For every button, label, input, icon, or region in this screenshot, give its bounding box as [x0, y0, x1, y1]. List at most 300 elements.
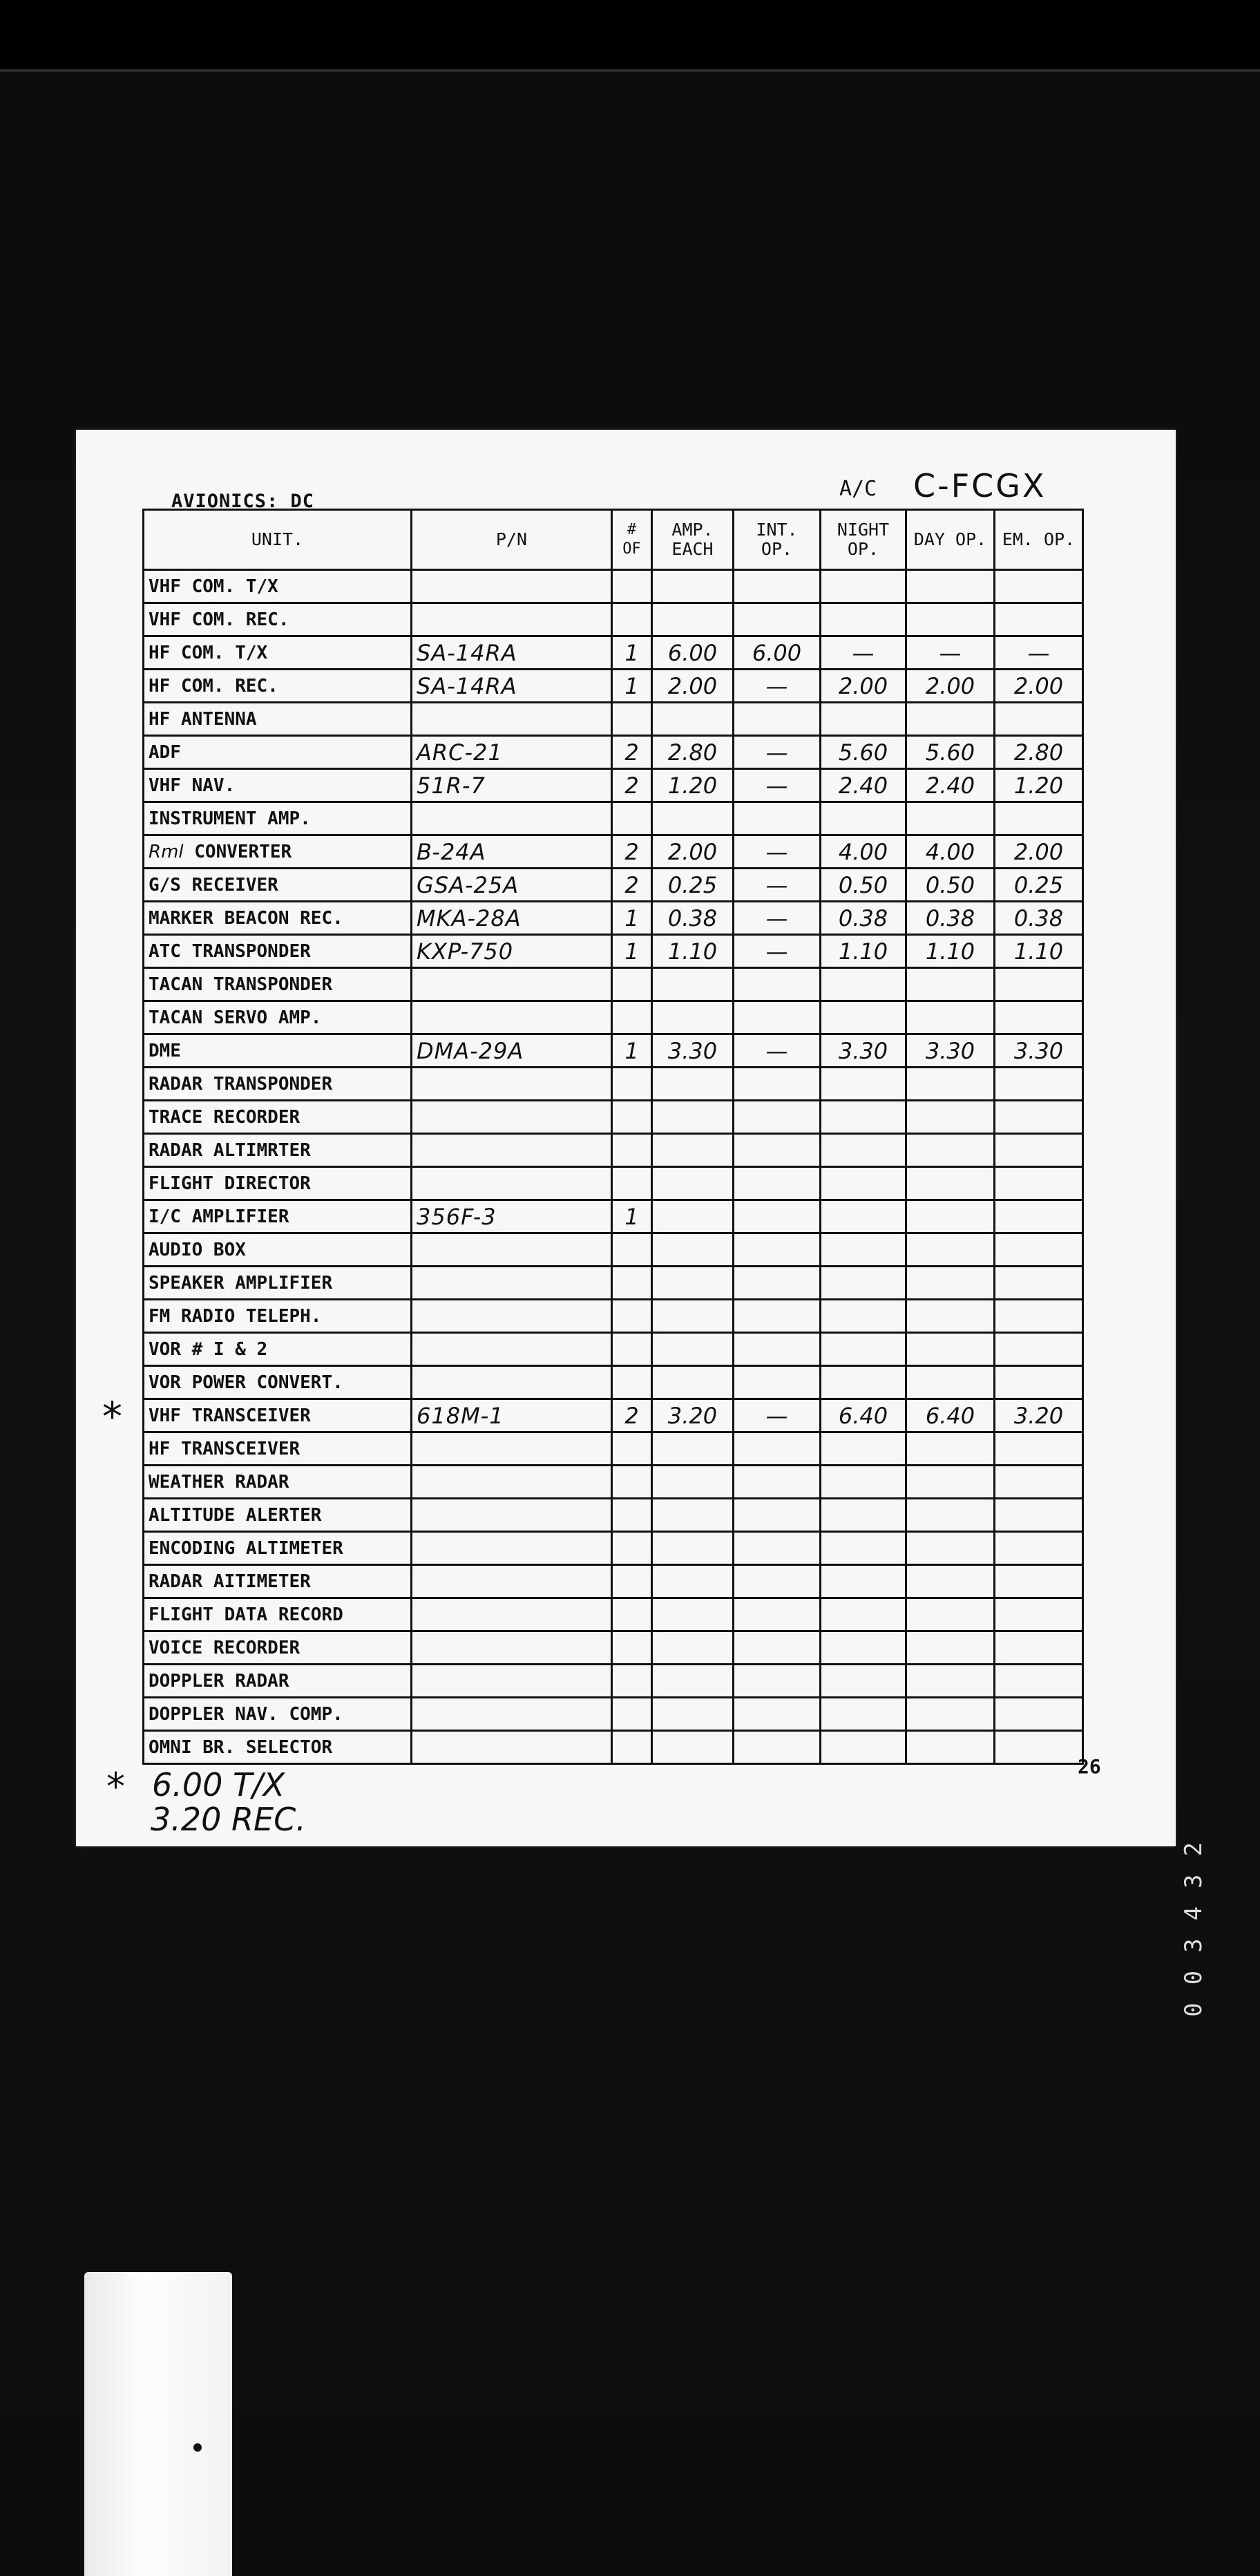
value-cell-em: [995, 1665, 1083, 1698]
unit-cell: [144, 869, 412, 902]
value-cell-int: [734, 1731, 821, 1764]
unit-cell: [144, 1665, 412, 1698]
part-number-cell: [412, 1698, 612, 1731]
table-row: [144, 1532, 1083, 1565]
column-header: DAY OP.: [906, 510, 995, 570]
unit-cell: [144, 1101, 412, 1134]
value-cell-amp: [652, 1300, 734, 1333]
avionics-load-table: [142, 509, 1084, 1765]
unit-cell: [144, 1399, 412, 1432]
part-number-cell: [412, 603, 612, 636]
unit-label: INSTRUMENT AMP.: [149, 808, 311, 829]
value-cell-em: [995, 1333, 1083, 1366]
unit-cell: [144, 1134, 412, 1167]
value-cell-night: [821, 1134, 906, 1167]
unit-cell: [144, 1267, 412, 1300]
part-number-cell: [412, 1631, 612, 1665]
unit-cell: [144, 1200, 412, 1233]
value-cell-amp: 2.00: [652, 670, 734, 703]
value-cell-day: [906, 1466, 995, 1499]
value-cell-night: [821, 1068, 906, 1101]
part-number-cell: [412, 1366, 612, 1399]
part-number-cell: [412, 1731, 612, 1764]
part-number-cell: [412, 1466, 612, 1499]
footnote-asterisk: *: [106, 1765, 125, 1808]
unit-label: OMNI BR. SELECTOR: [149, 1736, 333, 1758]
value-cell-amp: [652, 1200, 734, 1233]
asterisk-mark: *: [102, 1393, 122, 1440]
unit-label: VHF COM. T/X: [149, 576, 278, 597]
value-cell-night: [821, 1366, 906, 1399]
value-cell-em: [995, 570, 1083, 603]
part-number-cell: [412, 1432, 612, 1466]
value-cell-of: [612, 1565, 652, 1598]
value-cell-day: 1.10: [906, 935, 995, 968]
value-cell-night: [821, 1001, 906, 1034]
part-number-cell: [412, 1565, 612, 1598]
part-number-cell: [412, 802, 612, 835]
part-number-cell: [412, 1333, 612, 1366]
value-cell-em: 3.30: [995, 1034, 1083, 1068]
part-number-cell: [412, 1134, 612, 1167]
value-cell-of: 2: [612, 1399, 652, 1432]
value-cell-em: 3.20: [995, 1399, 1083, 1432]
table-row: [144, 1001, 1083, 1034]
value-cell-of: 1: [612, 1200, 652, 1233]
value-cell-of: [612, 1233, 652, 1267]
unit-cell: [144, 636, 412, 670]
value-cell-day: 4.00: [906, 835, 995, 869]
part-number-cell: GSA-25A: [412, 869, 612, 902]
value-cell-int: [734, 1200, 821, 1233]
value-cell-of: 2: [612, 835, 652, 869]
value-cell-em: 0.38: [995, 902, 1083, 935]
value-cell-int: 6.00: [734, 636, 821, 670]
value-cell-amp: [652, 703, 734, 736]
value-cell-of: 1: [612, 935, 652, 968]
value-cell-of: [612, 570, 652, 603]
unit-cell: [144, 1300, 412, 1333]
column-header: P/N: [412, 510, 612, 570]
unit-label: WEATHER RADAR: [149, 1471, 289, 1493]
unit-cell: [144, 1698, 412, 1731]
part-number-cell: MKA-28A: [412, 902, 612, 935]
value-cell-amp: [652, 1366, 734, 1399]
value-cell-of: [612, 603, 652, 636]
value-cell-day: [906, 1366, 995, 1399]
value-cell-int: —: [734, 835, 821, 869]
table-row: [144, 1333, 1083, 1366]
value-cell-night: 3.30: [821, 1034, 906, 1068]
table-row: [144, 769, 1083, 802]
value-cell-amp: [652, 1068, 734, 1101]
part-number-cell: 618M-1: [412, 1399, 612, 1432]
value-cell-night: [821, 1167, 906, 1200]
unit-label: DOPPLER RADAR: [149, 1670, 289, 1692]
value-cell-day: 0.50: [906, 869, 995, 902]
value-cell-em: [995, 1233, 1083, 1267]
value-cell-day: [906, 1432, 995, 1466]
value-cell-em: [995, 1001, 1083, 1034]
value-cell-of: [612, 1366, 652, 1399]
footnote-line-2: 3.20 REC.: [151, 1801, 306, 1838]
value-cell-day: [906, 603, 995, 636]
value-cell-int: [734, 1101, 821, 1134]
value-cell-int: [734, 1167, 821, 1200]
value-cell-of: [612, 1665, 652, 1698]
unit-label: RADAR AITIMETER: [149, 1571, 311, 1592]
value-cell-of: [612, 1300, 652, 1333]
unit-cell: [144, 1366, 412, 1399]
value-cell-int: —: [734, 869, 821, 902]
value-cell-of: [612, 1101, 652, 1134]
part-number-cell: [412, 1499, 612, 1532]
value-cell-of: 2: [612, 769, 652, 802]
value-cell-night: [821, 570, 906, 603]
unit-cell: [144, 968, 412, 1001]
value-cell-em: [995, 1598, 1083, 1631]
value-cell-int: [734, 968, 821, 1001]
value-cell-of: [612, 802, 652, 835]
value-cell-amp: [652, 603, 734, 636]
value-cell-amp: [652, 1134, 734, 1167]
value-cell-of: [612, 703, 652, 736]
table-row: [144, 1598, 1083, 1631]
value-cell-of: [612, 1731, 652, 1764]
value-cell-of: [612, 1466, 652, 1499]
value-cell-night: [821, 1631, 906, 1665]
unit-label: HF TRANSCEIVER: [149, 1438, 300, 1459]
value-cell-em: [995, 1466, 1083, 1499]
unit-cell: [144, 1432, 412, 1466]
table-row: [144, 869, 1083, 902]
value-cell-int: [734, 1698, 821, 1731]
value-cell-int: [734, 1333, 821, 1366]
value-cell-of: [612, 1432, 652, 1466]
unit-cell: [144, 1565, 412, 1598]
value-cell-int: [734, 1233, 821, 1267]
value-cell-em: —: [995, 636, 1083, 670]
value-cell-em: [995, 1731, 1083, 1764]
part-number-cell: KXP-750: [412, 935, 612, 968]
value-cell-int: [734, 570, 821, 603]
table-row: [144, 1399, 1083, 1432]
value-cell-day: [906, 1068, 995, 1101]
value-cell-amp: [652, 1698, 734, 1731]
value-cell-day: [906, 1565, 995, 1598]
value-cell-int: [734, 1565, 821, 1598]
value-cell-em: 2.00: [995, 670, 1083, 703]
unit-label: ATC TRANSPONDER: [149, 940, 311, 962]
value-cell-day: [906, 1532, 995, 1565]
value-cell-day: [906, 1665, 995, 1698]
value-cell-em: [995, 1300, 1083, 1333]
value-cell-of: [612, 1598, 652, 1631]
section-title: AVIONICS: DC: [171, 491, 315, 512]
value-cell-of: [612, 968, 652, 1001]
value-cell-night: 0.38: [821, 902, 906, 935]
value-cell-day: [906, 1300, 995, 1333]
table-row: [144, 802, 1083, 835]
value-cell-amp: [652, 1233, 734, 1267]
unit-cell: [144, 703, 412, 736]
table-row: [144, 1432, 1083, 1466]
part-number-cell: [412, 570, 612, 603]
value-cell-em: [995, 1200, 1083, 1233]
value-cell-day: [906, 1233, 995, 1267]
part-number-cell: [412, 1167, 612, 1200]
value-cell-int: —: [734, 1399, 821, 1432]
value-cell-amp: [652, 1432, 734, 1466]
unit-cell: [144, 1731, 412, 1764]
unit-label: MARKER BEACON REC.: [149, 907, 343, 929]
value-cell-day: [906, 968, 995, 1001]
part-number-cell: [412, 1598, 612, 1631]
value-cell-night: [821, 802, 906, 835]
value-cell-int: [734, 1068, 821, 1101]
value-cell-night: [821, 1200, 906, 1233]
value-cell-day: 3.30: [906, 1034, 995, 1068]
table-row: [144, 902, 1083, 935]
value-cell-amp: [652, 1333, 734, 1366]
value-cell-amp: [652, 570, 734, 603]
value-cell-day: [906, 703, 995, 736]
value-cell-amp: 0.38: [652, 902, 734, 935]
value-cell-night: [821, 1698, 906, 1731]
table-row: [144, 736, 1083, 769]
aircraft-label: A/C: [839, 477, 877, 501]
value-cell-int: [734, 1267, 821, 1300]
value-cell-night: [821, 1731, 906, 1764]
value-cell-of: [612, 1068, 652, 1101]
value-cell-em: [995, 1366, 1083, 1399]
value-cell-day: —: [906, 636, 995, 670]
value-cell-night: [821, 1598, 906, 1631]
unit-label: ENCODING ALTIMETER: [149, 1537, 343, 1559]
value-cell-of: 2: [612, 736, 652, 769]
value-cell-day: 6.40: [906, 1399, 995, 1432]
value-cell-int: —: [734, 769, 821, 802]
value-cell-int: —: [734, 1034, 821, 1068]
table-row: [144, 1200, 1083, 1233]
value-cell-em: [995, 603, 1083, 636]
unit-label: RADAR TRANSPONDER: [149, 1073, 333, 1095]
value-cell-int: —: [734, 736, 821, 769]
table-row: [144, 1698, 1083, 1731]
value-cell-amp: 2.80: [652, 736, 734, 769]
table-row: [144, 1233, 1083, 1267]
table-row: [144, 1466, 1083, 1499]
column-header: EM. OP.: [995, 510, 1083, 570]
table-row: [144, 1731, 1083, 1764]
value-cell-em: 2.80: [995, 736, 1083, 769]
value-cell-of: 1: [612, 670, 652, 703]
table-row: [144, 570, 1083, 603]
part-number-cell: ARC-21: [412, 736, 612, 769]
value-cell-int: [734, 1001, 821, 1034]
value-cell-night: 6.40: [821, 1399, 906, 1432]
unit-label: G/S RECEIVER: [149, 874, 278, 896]
value-cell-em: [995, 1068, 1083, 1101]
table-row: [144, 703, 1083, 736]
unit-cell: [144, 1333, 412, 1366]
value-cell-int: [734, 703, 821, 736]
value-cell-em: [995, 1698, 1083, 1731]
unit-label: CONVERTER: [194, 841, 292, 862]
column-header: UNIT.: [144, 510, 412, 570]
value-cell-int: [734, 1300, 821, 1333]
value-cell-amp: [652, 802, 734, 835]
part-number-cell: [412, 1532, 612, 1565]
unit-label: ALTITUDE ALERTER: [149, 1504, 322, 1526]
value-cell-night: 2.40: [821, 769, 906, 802]
table-row: [144, 1034, 1083, 1068]
unit-label: RADAR ALTIMRTER: [149, 1139, 311, 1161]
value-cell-amp: 1.10: [652, 935, 734, 968]
unit-cell: [144, 935, 412, 968]
unit-cell: [144, 670, 412, 703]
unit-cell: [144, 1233, 412, 1267]
value-cell-night: 4.00: [821, 835, 906, 869]
unit-cell: [144, 736, 412, 769]
value-cell-amp: 3.30: [652, 1034, 734, 1068]
table-row: [144, 1665, 1083, 1698]
unit-cell: [144, 1631, 412, 1665]
value-cell-night: [821, 1532, 906, 1565]
unit-label: FM RADIO TELEPH.: [149, 1305, 322, 1327]
value-cell-of: [612, 1001, 652, 1034]
value-cell-day: [906, 1598, 995, 1631]
unit-label: DME: [149, 1040, 181, 1061]
unit-label: HF COM. T/X: [149, 642, 268, 663]
table-row: [144, 1167, 1083, 1200]
value-cell-amp: [652, 1101, 734, 1134]
value-cell-em: [995, 1432, 1083, 1466]
value-cell-em: [995, 1101, 1083, 1134]
table-row: [144, 603, 1083, 636]
unit-label: TACAN TRANSPONDER: [149, 974, 333, 995]
value-cell-em: [995, 1532, 1083, 1565]
film-top-band: [0, 0, 1260, 69]
value-cell-int: [734, 802, 821, 835]
value-cell-day: [906, 1631, 995, 1665]
unit-cell: [144, 1499, 412, 1532]
card-dot: [193, 2443, 202, 2452]
value-cell-amp: [652, 1532, 734, 1565]
value-cell-day: [906, 1499, 995, 1532]
value-cell-night: 1.10: [821, 935, 906, 968]
table-row: [144, 1068, 1083, 1101]
value-cell-amp: 3.20: [652, 1399, 734, 1432]
unit-cell: [144, 1167, 412, 1200]
value-cell-amp: [652, 1466, 734, 1499]
value-cell-day: [906, 1267, 995, 1300]
value-cell-of: 1: [612, 902, 652, 935]
value-cell-day: [906, 1200, 995, 1233]
part-number-cell: [412, 1267, 612, 1300]
value-cell-amp: [652, 1267, 734, 1300]
value-cell-day: 5.60: [906, 736, 995, 769]
value-cell-night: [821, 1300, 906, 1333]
part-number-cell: DMA-29A: [412, 1034, 612, 1068]
value-cell-amp: [652, 1167, 734, 1200]
value-cell-int: —: [734, 902, 821, 935]
value-cell-night: [821, 1333, 906, 1366]
value-cell-int: —: [734, 935, 821, 968]
value-cell-day: [906, 1001, 995, 1034]
column-header: NIGHT OP.: [821, 510, 906, 570]
value-cell-night: [821, 603, 906, 636]
part-number-cell: 356F-3: [412, 1200, 612, 1233]
unit-label: VOR POWER CONVERT.: [149, 1372, 343, 1393]
part-number-cell: [412, 1233, 612, 1267]
value-cell-day: [906, 1134, 995, 1167]
unit-cell: [144, 902, 412, 935]
part-number-cell: SA-14RA: [412, 636, 612, 670]
unit-cell: [144, 1068, 412, 1101]
part-number-cell: [412, 1101, 612, 1134]
unit-label: VOICE RECORDER: [149, 1637, 300, 1658]
value-cell-amp: [652, 1631, 734, 1665]
unit-label: SPEAKER AMPLIFIER: [149, 1272, 333, 1294]
value-cell-of: [612, 1134, 652, 1167]
table-row: [144, 1101, 1083, 1134]
unit-label: VHF TRANSCEIVER: [149, 1405, 311, 1426]
unit-cell: [144, 1598, 412, 1631]
value-cell-amp: [652, 1001, 734, 1034]
value-cell-em: 2.00: [995, 835, 1083, 869]
value-cell-amp: [652, 1665, 734, 1698]
value-cell-night: [821, 1499, 906, 1532]
aircraft-registration: C-FCGX: [913, 467, 1047, 504]
value-cell-night: [821, 703, 906, 736]
value-cell-of: [612, 1499, 652, 1532]
value-cell-int: [734, 1665, 821, 1698]
value-cell-night: 0.50: [821, 869, 906, 902]
table-row: [144, 935, 1083, 968]
unit-label: VOR # I & 2: [149, 1338, 268, 1360]
value-cell-night: [821, 1101, 906, 1134]
value-cell-night: 2.00: [821, 670, 906, 703]
value-cell-int: [734, 1366, 821, 1399]
value-cell-int: —: [734, 670, 821, 703]
value-cell-day: [906, 1731, 995, 1764]
value-cell-night: [821, 1233, 906, 1267]
value-cell-day: [906, 1698, 995, 1731]
value-cell-amp: [652, 968, 734, 1001]
unit-label: FLIGHT DIRECTOR: [149, 1173, 311, 1194]
part-number-cell: [412, 703, 612, 736]
value-cell-of: [612, 1698, 652, 1731]
table-header-row: [144, 510, 1083, 570]
unit-cell: [144, 1532, 412, 1565]
value-cell-int: [734, 1134, 821, 1167]
value-cell-day: 2.00: [906, 670, 995, 703]
value-cell-amp: 0.25: [652, 869, 734, 902]
value-cell-amp: 2.00: [652, 835, 734, 869]
value-cell-night: [821, 1665, 906, 1698]
unit-label: FLIGHT DATA RECORD: [149, 1604, 343, 1625]
table-row: [144, 968, 1083, 1001]
value-cell-int: [734, 1532, 821, 1565]
unit-label: HF ANTENNA: [149, 708, 257, 730]
unit-cell: [144, 769, 412, 802]
part-number-cell: B-24A: [412, 835, 612, 869]
value-cell-em: [995, 968, 1083, 1001]
table-row: [144, 1565, 1083, 1598]
part-number-cell: [412, 968, 612, 1001]
value-cell-day: [906, 1167, 995, 1200]
